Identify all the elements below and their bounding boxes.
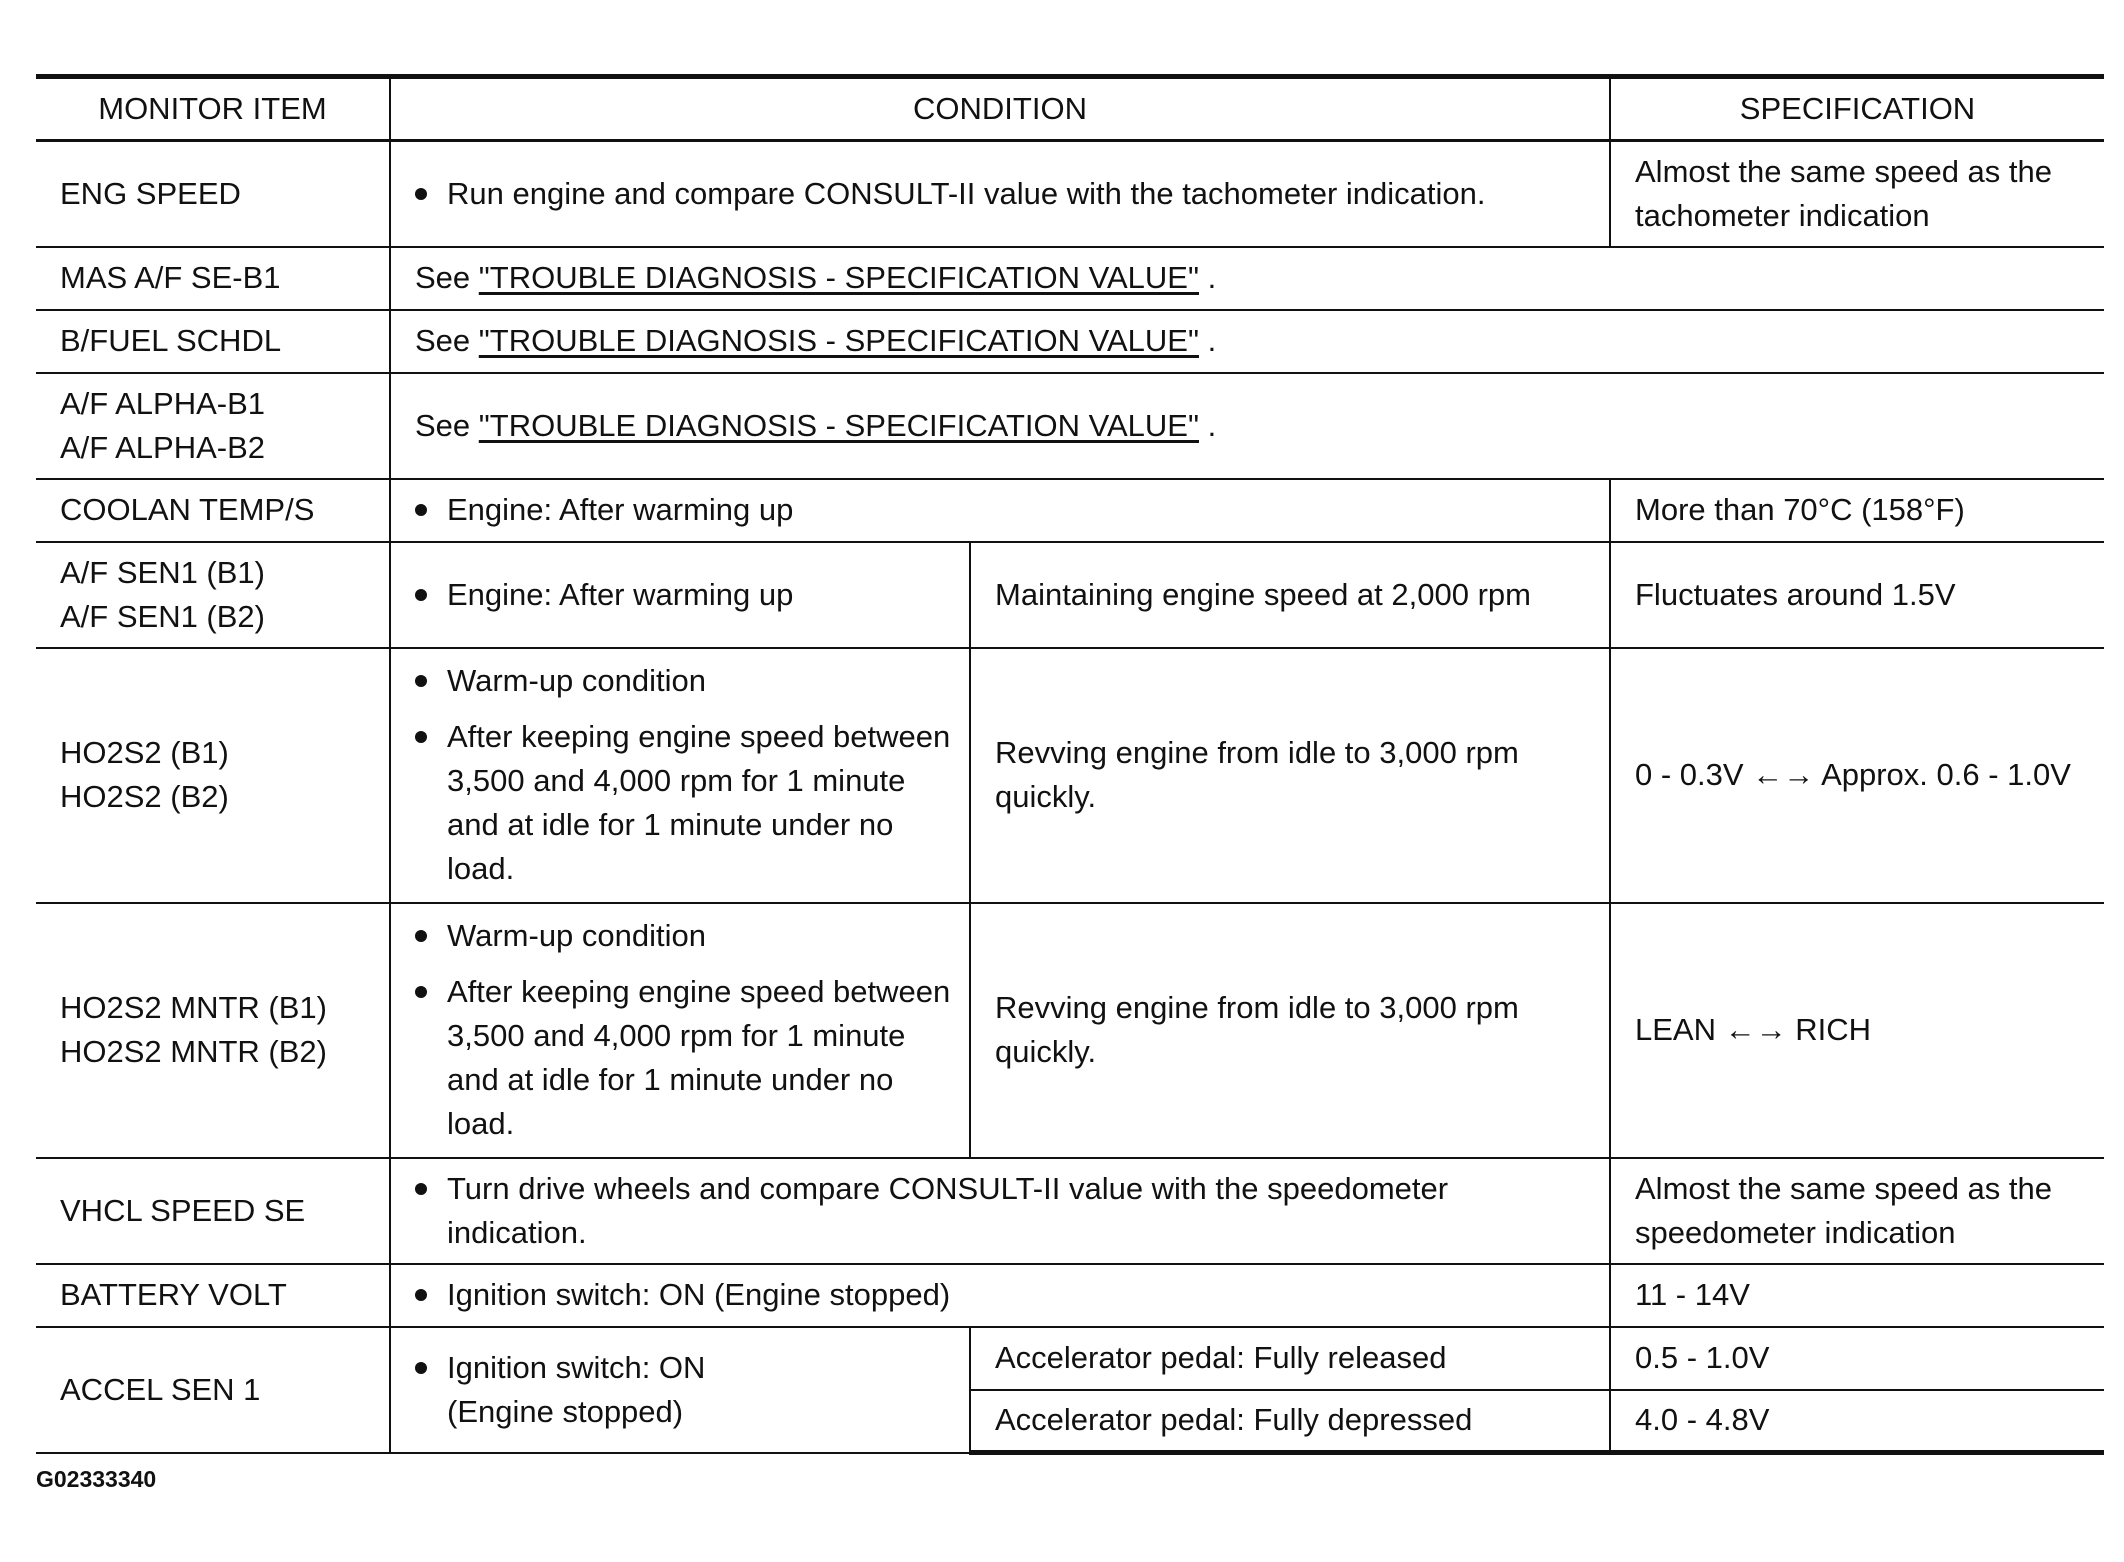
condition-text: Turn drive wheels and compare CONSULT-II value with the speedometer indication. — [447, 1170, 1449, 1250]
condition-text: Engine: After warming up — [447, 576, 794, 612]
specification-cell: 4.0 - 4.8V — [1610, 1390, 2104, 1453]
condition-cell — [390, 648, 970, 903]
sub-condition-cell: Revving engine from idle to 3,000 rpm quickly. — [970, 648, 1610, 903]
condition-cell — [390, 542, 970, 648]
header-monitor-item: MONITOR ITEM — [36, 77, 390, 141]
spec-value-link[interactable]: "TROUBLE DIAGNOSIS - SPECIFICATION VALUE" — [478, 323, 1199, 358]
condition-cell — [390, 1264, 1610, 1327]
specification-cell: Almost the same speed as the speedometer indication — [1610, 1158, 2104, 1264]
monitor-spec-document — [36, 74, 2104, 1455]
condition-cell — [390, 1158, 1610, 1264]
monitor-item: A/F SEN1 (B1) A/F SEN1 (B2) — [36, 542, 390, 648]
table-row — [36, 903, 2104, 1158]
condition-cell — [390, 1327, 970, 1453]
bullet-icon — [415, 589, 427, 601]
sub-condition-cell: Revving engine from idle to 3,000 rpm quickly. — [970, 903, 1610, 1158]
spec-value-link[interactable]: "TROUBLE DIAGNOSIS - SPECIFICATION VALUE" — [478, 260, 1199, 295]
condition-cell — [390, 903, 970, 1158]
bullet-icon — [415, 504, 427, 516]
monitor-item: ENG SPEED — [36, 141, 390, 247]
bullet-icon — [415, 731, 427, 743]
specification-cell: 11 - 14V — [1610, 1264, 2104, 1327]
bullet-icon — [415, 1289, 427, 1301]
bullet-icon — [415, 675, 427, 687]
monitor-item: A/F ALPHA-B1 A/F ALPHA-B2 — [36, 373, 390, 479]
specification-cell: 0 - 0.3V ←→ Approx. 0.6 - 1.0V — [1610, 648, 2104, 903]
see-prefix: See — [415, 407, 479, 443]
see-reference-cell — [390, 310, 2104, 373]
specification-cell: Almost the same speed as the tachometer indication — [1610, 141, 2104, 247]
condition-text: Warm-up condition — [447, 663, 707, 698]
bullet-icon — [415, 1362, 427, 1374]
table-row — [36, 141, 2104, 247]
condition-text: After keeping engine speed between 3,500 and 4,000 rpm for 1 minute and at idle for 1 minute under no load. — [447, 974, 951, 1141]
monitor-item: VHCL SPEED SE — [36, 1158, 390, 1264]
see-suffix: . — [1199, 260, 1217, 295]
bullet-icon — [415, 188, 427, 200]
bullet-icon — [415, 930, 427, 942]
table-row — [36, 1327, 2104, 1390]
table-row — [36, 479, 2104, 542]
specification-cell: 0.5 - 1.0V — [1610, 1327, 2104, 1390]
condition-text: Engine: After warming up — [447, 492, 794, 527]
condition-cell — [390, 141, 1610, 247]
condition-text: Ignition switch: ON (Engine stopped) — [447, 1277, 951, 1312]
monitor-spec-table — [36, 74, 2104, 1455]
see-reference-cell — [390, 247, 2104, 310]
bullet-icon — [415, 1183, 427, 1195]
table-row — [36, 1264, 2104, 1327]
monitor-item: BATTERY VOLT — [36, 1264, 390, 1327]
specification-cell: Fluctuates around 1.5V — [1610, 542, 2104, 648]
sub-condition-cell: Accelerator pedal: Fully depressed — [970, 1390, 1610, 1453]
condition-text: Warm-up condition — [447, 918, 707, 953]
see-suffix: . — [1199, 407, 1217, 443]
specification-cell: More than 70°C (158°F) — [1610, 479, 2104, 542]
table-row — [36, 310, 2104, 373]
monitor-item: COOLAN TEMP/S — [36, 479, 390, 542]
condition-text: Run engine and compare CONSULT-II value with the tachometer indication. — [447, 175, 1486, 211]
see-suffix: . — [1199, 323, 1217, 358]
table-row — [36, 648, 2104, 903]
condition-text: Ignition switch: ON (Engine stopped) — [447, 1349, 706, 1429]
table-row — [36, 1158, 2104, 1264]
sub-condition-cell: Maintaining engine speed at 2,000 rpm — [970, 542, 1610, 648]
table-row — [36, 247, 2104, 310]
table-row — [36, 542, 2104, 648]
monitor-item: B/FUEL SCHDL — [36, 310, 390, 373]
table-row — [36, 373, 2104, 479]
header-row — [36, 77, 2104, 141]
monitor-item: HO2S2 (B1) HO2S2 (B2) — [36, 648, 390, 903]
monitor-item: ACCEL SEN 1 — [36, 1327, 390, 1453]
specification-cell: LEAN ←→ RICH — [1610, 903, 2104, 1158]
see-prefix: See — [415, 260, 479, 295]
condition-text: After keeping engine speed between 3,500 and 4,000 rpm for 1 minute and at idle for 1 minute under no load. — [447, 719, 951, 886]
monitor-item: MAS A/F SE-B1 — [36, 247, 390, 310]
see-reference-cell — [390, 373, 2104, 479]
figure-code: G02333340 — [36, 1466, 157, 1492]
header-condition: CONDITION — [390, 77, 1610, 141]
monitor-item: HO2S2 MNTR (B1) HO2S2 MNTR (B2) — [36, 903, 390, 1158]
header-specification: SPECIFICATION — [1610, 77, 2104, 141]
spec-value-link[interactable]: "TROUBLE DIAGNOSIS - SPECIFICATION VALUE" — [478, 407, 1199, 443]
sub-condition-cell: Accelerator pedal: Fully released — [970, 1327, 1610, 1390]
see-prefix: See — [415, 323, 479, 358]
bullet-icon — [415, 986, 427, 998]
condition-cell — [390, 479, 1610, 542]
